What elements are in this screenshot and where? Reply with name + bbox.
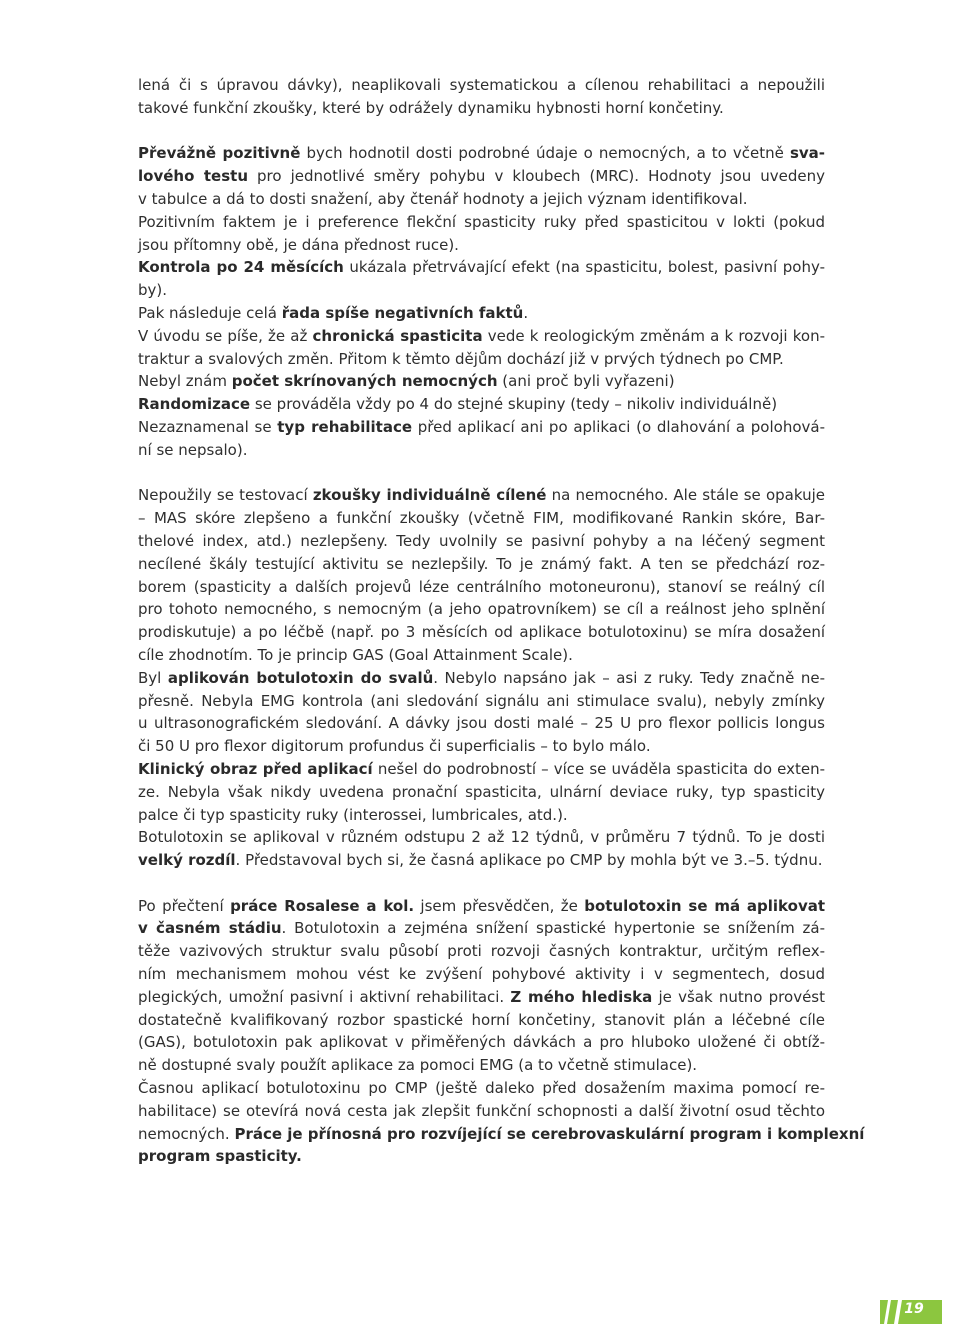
text-line bbox=[138, 826, 825, 849]
text-line bbox=[138, 279, 825, 302]
text-segment: cíle zhodnotím. To je princip GAS (Goal Attainment Scale). bbox=[138, 645, 573, 664]
accent-stripe bbox=[880, 1300, 888, 1324]
bold-text: sva- bbox=[789, 144, 825, 163]
text-segment: před aplikací ani po aplikaci (o dlahování a polohová- bbox=[412, 417, 825, 436]
text-segment: necílené škály testující aktivitu se nezlepšily. To je známý fakt. A ten se předchází roz- bbox=[138, 554, 825, 573]
text-line bbox=[138, 142, 825, 165]
text-segment: V úvodu se píše, že až bbox=[138, 326, 313, 345]
text-segment: bych hodnotil dosti podrobné údaje o nemocných, a to včetně bbox=[300, 144, 790, 163]
paragraph-gap bbox=[138, 120, 825, 143]
text-line bbox=[138, 1031, 825, 1054]
bold-text: botulotoxin se má aplikovat bbox=[584, 896, 826, 915]
text-line bbox=[138, 1077, 825, 1100]
text-segment: borem (spasticity a dalších projevů léze centrálního motoneuronu), stanoví se reálný cíl bbox=[138, 577, 825, 596]
text-segment: jsou přítomny obě, je dána přednost ruce). bbox=[138, 235, 459, 254]
text-segment: na nemocného. Ale stále se opakuje bbox=[546, 486, 825, 505]
text-line bbox=[138, 621, 825, 644]
text-line bbox=[138, 576, 825, 599]
paragraph-gap bbox=[138, 872, 825, 895]
text-line bbox=[138, 1054, 825, 1077]
text-line bbox=[138, 598, 825, 621]
text-segment: palce či typ spasticity ruky (interossei, lumbricales, atd.). bbox=[138, 805, 568, 824]
bold-text: chronická spasticita bbox=[312, 326, 483, 345]
text-line bbox=[138, 667, 825, 690]
text-line bbox=[138, 348, 825, 371]
bold-text: řada spíše negativních faktů bbox=[281, 303, 524, 322]
text-segment: traktur a svalových změn. Přitom k těmto dějům dochází již v prvých týdnech po CMP. bbox=[138, 349, 784, 368]
text-segment: lená či s úpravou dávky), neaplikovali systematickou a cílenou rehabilitaci a nepoužili bbox=[138, 76, 825, 94]
text-segment: v tabulce a dá to dosti snažení, aby čtenář hodnoty a jejich význam identifikoval. bbox=[138, 189, 748, 208]
text-segment: je však nutno provést bbox=[652, 987, 825, 1006]
bold-text: velký rozdíl bbox=[138, 851, 236, 870]
text-line bbox=[138, 1100, 825, 1123]
text-line bbox=[138, 712, 825, 735]
text-segment: takové funkční zkoušky, které by odrážely dynamiku hybnosti horní končetiny. bbox=[138, 98, 724, 117]
text-segment: habilitace) se otevírá nová cesta jak zlepšit funkční schopnosti a další životní osud těchto bbox=[138, 1101, 825, 1120]
text-line bbox=[138, 370, 825, 393]
bold-text: Z mého hlediska bbox=[510, 987, 653, 1006]
text-segment: pro jednotlivé směry pohybu v kloubech (MRC). Hodnoty jsou uvedeny bbox=[248, 167, 825, 186]
text-segment: přesně. Nebyla EMG kontrola (ani sledování signálu ani stimulace svalu), nebyly zmínky bbox=[138, 691, 825, 710]
bold-text: Randomizace bbox=[138, 395, 251, 414]
text-line bbox=[138, 188, 825, 211]
text-segment: . Představoval bych si, že časná aplikace po CMP by mohla být ve 3.–5. týdnu. bbox=[235, 851, 823, 870]
text-line bbox=[138, 234, 825, 257]
text-line bbox=[138, 507, 825, 530]
text-line bbox=[138, 416, 825, 439]
text-line bbox=[138, 895, 825, 918]
text-line bbox=[138, 735, 825, 758]
text-segment: Byl bbox=[138, 668, 168, 687]
text-line bbox=[138, 1009, 825, 1032]
text-segment: (ani proč byli vyřazeni) bbox=[497, 372, 675, 391]
text-segment: . bbox=[523, 303, 529, 322]
text-segment: Pozitivním faktem je i preference flekční spasticity ruky před spasticitou v lokti (pokud bbox=[138, 212, 825, 231]
text-segment: dostatečně kvalifikovaný rozbor spastické horní končetiny, stanovit plán a léčebné cíle bbox=[138, 1010, 825, 1029]
article-body bbox=[138, 74, 865, 1168]
text-line bbox=[138, 690, 825, 713]
text-segment: . Botulotoxin a zejména snížení spastické hypertonie se snížením zá- bbox=[281, 919, 825, 938]
text-line bbox=[138, 302, 825, 325]
bold-text: Práce je přínosná pro rozvíjející se cerebrovaskulární program i komplexní bbox=[234, 1124, 865, 1143]
text-line bbox=[138, 758, 825, 781]
text-line bbox=[138, 553, 825, 576]
bold-text: práce Rosalese a kol. bbox=[230, 896, 415, 915]
text-line bbox=[138, 325, 825, 348]
text-segment: . Nebylo napsáno jak – asi z ruky. Tedy značně ne- bbox=[433, 668, 825, 687]
text-segment: nešel do podrobností – více se uváděla spasticita do exten- bbox=[372, 759, 826, 778]
text-line bbox=[138, 256, 825, 279]
bold-text: Převážně pozitivně bbox=[138, 144, 301, 163]
accent-stripe bbox=[887, 1300, 898, 1324]
text-segment: (GAS), botulotoxin pak aplikovat v přiměřených dávkách a pro hluboko uložené či obtíž- bbox=[138, 1033, 825, 1052]
text-segment: ukázala přetrvávající efekt (na spasticitu, bolest, pasivní pohy- bbox=[343, 258, 825, 277]
text-line bbox=[138, 644, 825, 667]
text-segment: Nepoužily se testovací bbox=[138, 486, 313, 505]
text-segment: Časnou aplikací botulotoxinu po CMP (ještě daleko před dosažením maxima pomocí re- bbox=[138, 1079, 825, 1098]
text-line bbox=[138, 940, 825, 963]
text-line bbox=[138, 986, 825, 1009]
text-segment: Nebyl znám bbox=[138, 372, 232, 391]
text-segment: Nezaznamenal se bbox=[138, 417, 278, 436]
text-line bbox=[138, 211, 825, 234]
text-line bbox=[138, 963, 825, 986]
text-segment: plegických, umožní pasivní i aktivní rehabilitaci. bbox=[138, 987, 511, 1006]
text-line bbox=[138, 439, 825, 462]
text-line bbox=[138, 530, 825, 553]
text-segment: Po přečtení bbox=[138, 896, 231, 915]
text-segment: – MAS skóre zlepšeno a funkční zkoušky (včetně FIM, modifikované Rankin skóre, Bar- bbox=[138, 509, 825, 528]
text-line bbox=[138, 804, 825, 827]
text-line bbox=[138, 1145, 825, 1168]
page-number: 19 bbox=[904, 1301, 924, 1317]
text-line bbox=[138, 849, 825, 872]
bold-text: lového testu bbox=[138, 167, 248, 186]
bold-text: program spasticity. bbox=[138, 1147, 302, 1166]
text-segment: u ultrasonografickém sledování. A dávky jsou dosti malé – 25 U pro flexor pollicis longus bbox=[138, 714, 825, 733]
bold-text: počet skrínovaných nemocných bbox=[231, 372, 498, 391]
text-segment: se prováděla vždy po 4 do stejné skupiny (tedy – nikoliv individuálně) bbox=[250, 395, 778, 414]
text-segment: pro tohoto nemocného, s nemocným (a jeho opatrovníkem) se cíl a reálnost jeho splnění bbox=[138, 600, 825, 619]
text-line bbox=[138, 484, 825, 507]
text-segment: by). bbox=[138, 281, 168, 300]
text-segment: ní se nepsalo). bbox=[138, 440, 248, 459]
text-segment: ně dostupné svaly použít aplikace za pomoci EMG (a to včetně stimulace). bbox=[138, 1056, 698, 1075]
paragraph-gap bbox=[138, 462, 825, 485]
text-line bbox=[138, 781, 825, 804]
text-segment: či 50 U pro flexor digitorum profundus či superficialis – to bylo málo. bbox=[138, 737, 651, 756]
bold-text: Klinický obraz před aplikací bbox=[138, 759, 373, 778]
text-segment: nemocných. bbox=[138, 1124, 235, 1143]
text-segment: jsem přesvědčen, že bbox=[414, 896, 585, 915]
bold-text: v časném stádiu bbox=[138, 919, 282, 938]
bold-text: typ rehabilitace bbox=[277, 417, 413, 436]
text-segment: ze. Nebyla však nikdy uvedena pronační spasticita, ulnární deviace ruky, typ spasticity bbox=[138, 782, 825, 801]
text-segment: prodiskutuje) a po léčbě (např. po 3 měsících od aplikace botulotoxinu) se míra dosažení bbox=[138, 623, 825, 642]
text-segment: ním mechanismem mohou vést ke zvýšení pohybové aktivity i v segmentech, dosud bbox=[138, 965, 825, 984]
bold-text: zkoušky individuálně cílené bbox=[312, 486, 547, 505]
text-line bbox=[138, 917, 825, 940]
bold-text: Kontrola po 24 měsících bbox=[138, 258, 344, 277]
text-segment: Pak následuje celá bbox=[138, 303, 282, 322]
text-line bbox=[138, 393, 825, 416]
bold-text: aplikován botulotoxin do svalů bbox=[167, 668, 434, 687]
text-line bbox=[138, 1123, 865, 1146]
text-line bbox=[138, 165, 825, 188]
text-segment: vede k reologickým změnám a k rozvoji kon- bbox=[482, 326, 826, 345]
text-segment: thelové index, atd.) nezlepšeny. Tedy uvolnily se pasivní pohyby a na léčený segment bbox=[138, 531, 825, 550]
text-segment: těže vazivových struktur svalu působí proti rozvoji časných kontraktur, určitým reflex- bbox=[138, 942, 825, 961]
text-line bbox=[138, 74, 825, 97]
text-segment: Botulotoxin se aplikoval v různém odstupu 2 až 12 týdnů, v průměru 7 týdnů. To je dosti bbox=[138, 828, 825, 847]
text-line bbox=[138, 97, 825, 120]
